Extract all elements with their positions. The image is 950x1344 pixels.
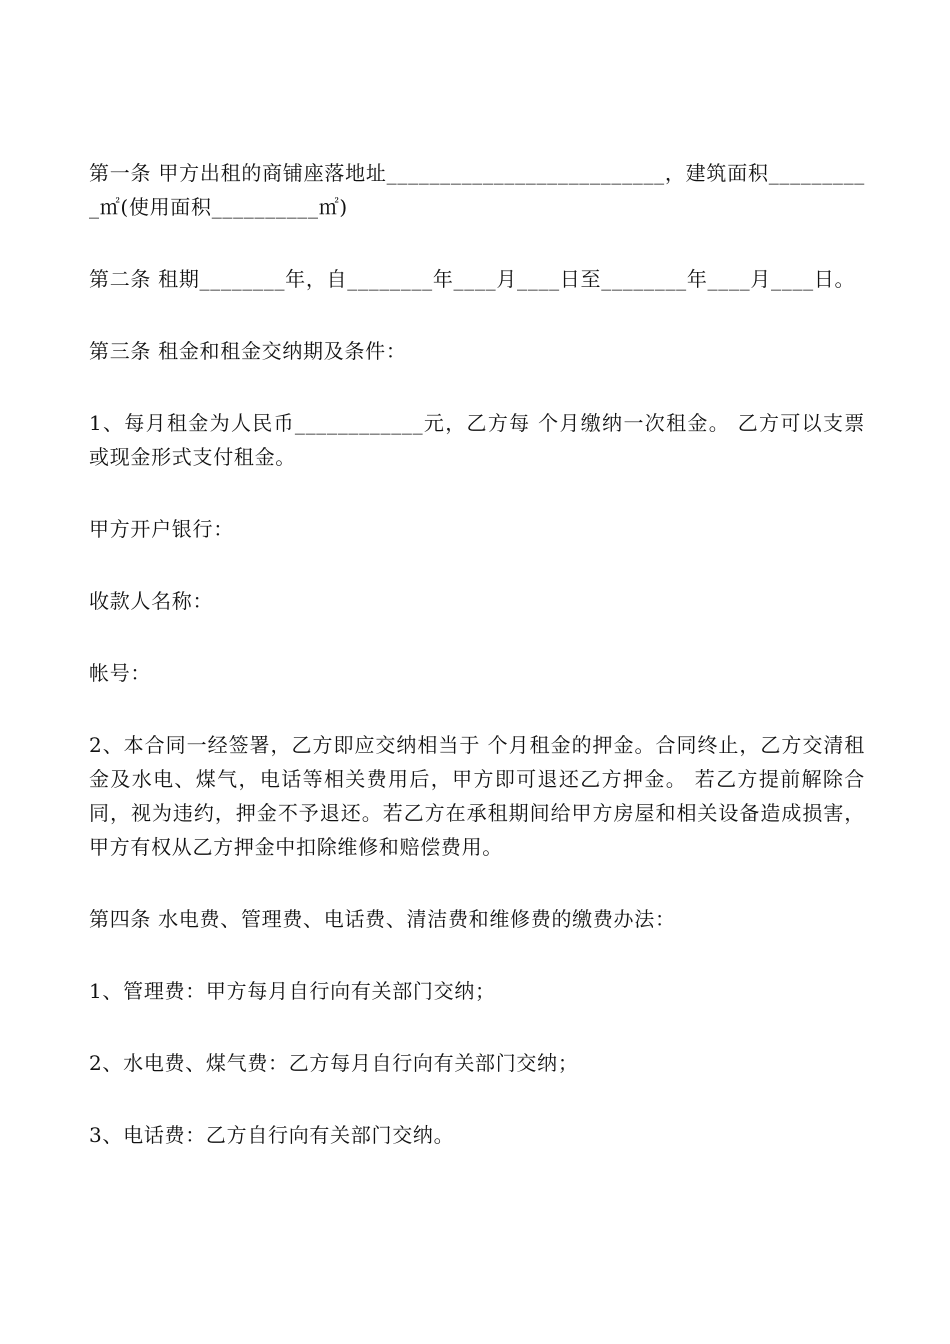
article-2-paragraph: 第二条 租期________年，自________年____月____日至________年____月____日。 [89, 267, 856, 291]
deposit-paragraph: 2、本合同一经签署，乙方即应交纳相当于 个月租金的押金。合同终止，乙方交清租金及水电、煤气，电话等相关费用后，甲方即可退还乙方押金。 若乙方提前解除合同，视为违约，押金不予退还。若乙方在承租期间给甲方房屋和相关设备造成损害，甲方有权从乙方押金中扣除维修和赔偿费用。 [89, 733, 865, 859]
management-fee-item: 1、管理费：甲方每月自行向有关部门交纳； [89, 979, 496, 1003]
article-1-paragraph: 第一条 甲方出租的商铺座落地址__________________________，建筑面积__________㎡(使用面积__________㎡) [89, 161, 865, 219]
rent-amount-paragraph: 1、每月租金为人民币____________元，乙方每 个月缴纳一次租金。 乙方可以支票或现金形式支付租金。 [89, 411, 865, 469]
utilities-fee-item: 2、水电费、煤气费：乙方每月自行向有关部门交纳； [89, 1051, 579, 1075]
account-label: 帐号： [89, 661, 152, 685]
bank-label: 甲方开户银行： [89, 517, 234, 541]
payee-label: 收款人名称： [89, 589, 214, 613]
article-4-heading: 第四条 水电费、管理费、电话费、清洁费和维修费的缴费办法： [89, 907, 676, 931]
article-3-heading: 第三条 租金和租金交纳期及条件： [89, 339, 407, 363]
document-body [89, 156, 865, 1190]
phone-fee-item: 3、电话费：乙方自行向有关部门交纳。 [89, 1123, 455, 1147]
